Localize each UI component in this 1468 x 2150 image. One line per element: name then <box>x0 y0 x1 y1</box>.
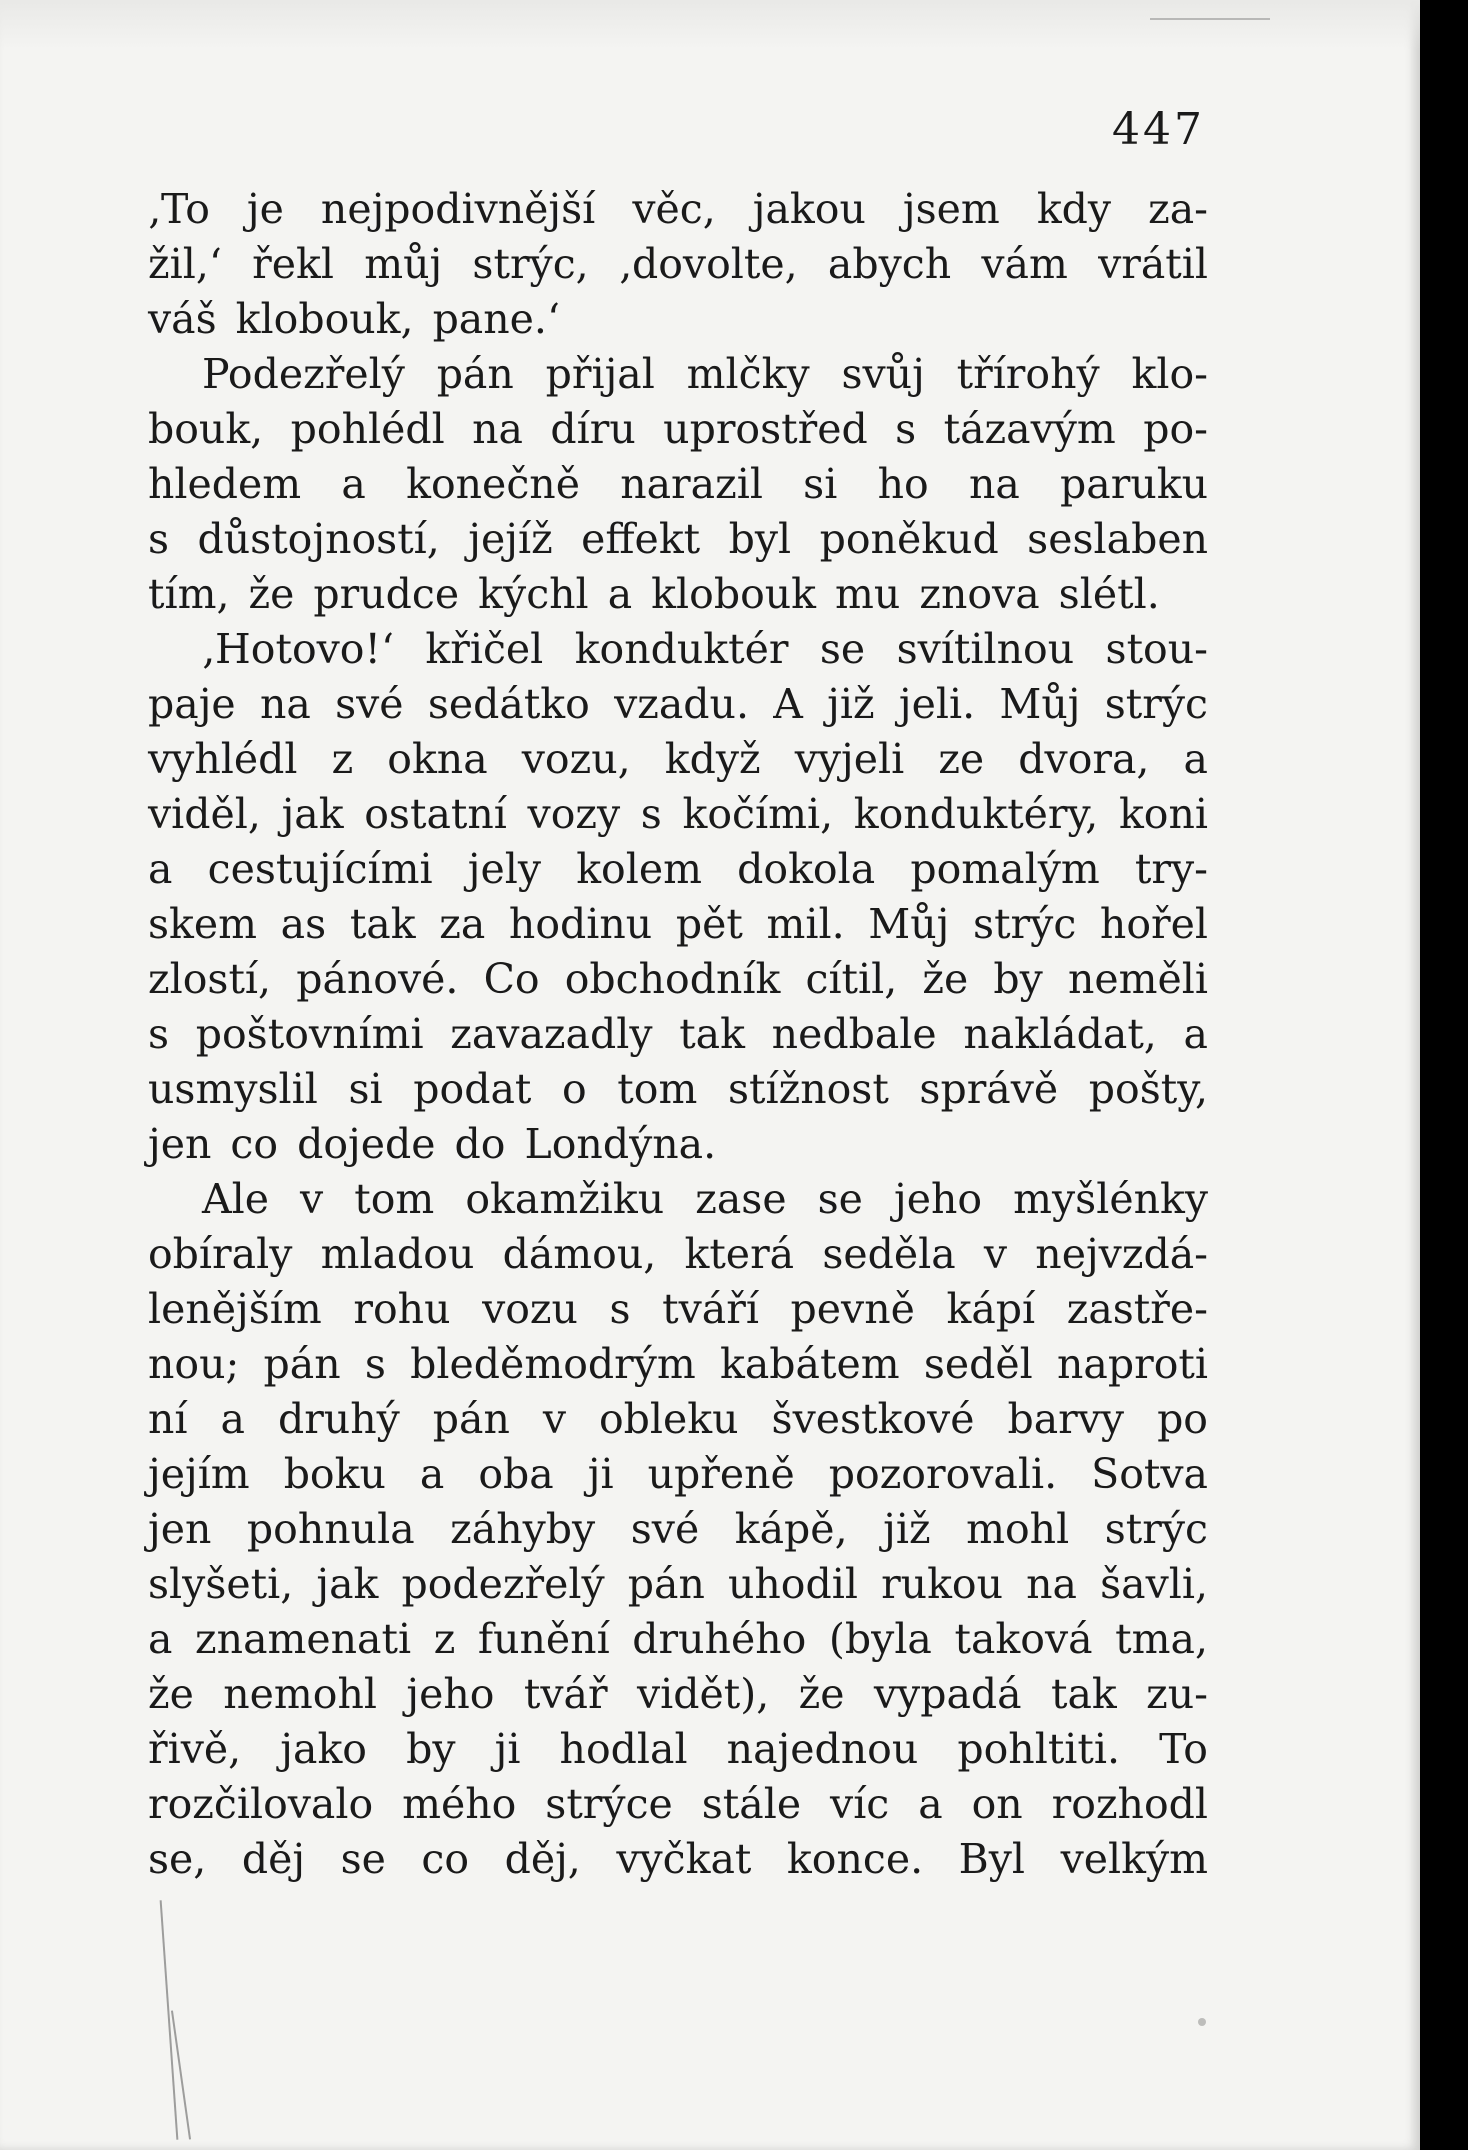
text-line: obíraly mladou dámou, která seděla v nejvzdá- <box>148 1230 1208 1278</box>
text-line: tím, že prudce kýchl a klobouk mu znova slétl. <box>148 570 1160 618</box>
text-line: s poštovními zavazadly tak nedbale nakládat, a <box>148 1010 1208 1058</box>
text-line: vyhlédl z okna vozu, když vyjeli ze dvora, a <box>148 735 1208 783</box>
text-line: hledem a konečně narazil si ho na paruku <box>148 460 1208 508</box>
text-line: zlostí, pánové. Co obchodník cítil, že by neměli <box>148 955 1208 1003</box>
scan-artifact-line <box>1150 18 1270 20</box>
text-line: ‚Hotovo!‘ křičel konduktér se svítilnou stou- <box>202 625 1208 673</box>
scan-artifact-line <box>160 1900 179 2140</box>
text-line: a znamenati z funění druhého (byla taková tma, <box>148 1615 1208 1663</box>
text-line: jejím boku a oba ji upřeně pozorovali. Sotva <box>148 1450 1208 1498</box>
text-line: s důstojností, jejíž effekt byl poněkud seslaben <box>148 515 1208 563</box>
page-top-edge <box>0 0 1420 50</box>
text-line: řivě, jako by ji hodlal najednou pohltiti. To <box>148 1725 1208 1773</box>
text-line: skem as tak za hodinu pět mil. Můj strýc hořel <box>148 900 1208 948</box>
text-line: slyšeti, jak podezřelý pán uhodil rukou na šavli, <box>148 1560 1208 1608</box>
text-line: se, děj se co děj, vyčkat konce. Byl velkým <box>148 1835 1208 1883</box>
text-line: Podezřelý pán přijal mlčky svůj třírohý klo- <box>202 350 1208 398</box>
text-line: že nemohl jeho tvář vidět), že vypadá tak zu- <box>148 1670 1208 1718</box>
text-line: jen co dojede do Londýna. <box>148 1120 717 1168</box>
text-line: jen pohnula záhyby své kápě, již mohl strýc <box>148 1505 1208 1553</box>
text-line: ní a druhý pán v obleku švestkové barvy po <box>148 1395 1208 1443</box>
text-line: paje na své sedátko vzadu. A již jeli. Můj strýc <box>148 680 1208 728</box>
text-line: bouk, pohlédl na díru uprostřed s tázavým po- <box>148 405 1208 453</box>
text-line: a cestujícími jely kolem dokola pomalým try- <box>148 845 1208 893</box>
scan-artifact-line <box>171 2010 191 2139</box>
text-line: váš klobouk, pane.‘ <box>148 295 560 343</box>
body-text <box>148 182 1208 1887</box>
page-number: 447 <box>1112 104 1205 155</box>
text-line: usmyslil si podat o tom stížnost správě pošty, <box>148 1065 1208 1113</box>
text-line: viděl, jak ostatní vozy s kočími, konduktéry, koni <box>148 790 1208 838</box>
text-line: Ale v tom okamžiku zase se jeho myšlénky <box>202 1175 1208 1223</box>
scan-artifact-dot <box>1198 2018 1206 2026</box>
text-line: nou; pán s bleděmodrým kabátem seděl naproti <box>148 1340 1208 1388</box>
text-line: lenějším rohu vozu s tváří pevně kápí zastře- <box>148 1285 1208 1333</box>
text-line: rozčilovalo mého strýce stále víc a on rozhodl <box>148 1780 1208 1828</box>
text-line: žil,‘ řekl můj strýc, ‚dovolte, abych vám vrátil <box>148 240 1208 288</box>
text-line: ‚To je nejpodivnější věc, jakou jsem kdy za- <box>148 185 1208 233</box>
